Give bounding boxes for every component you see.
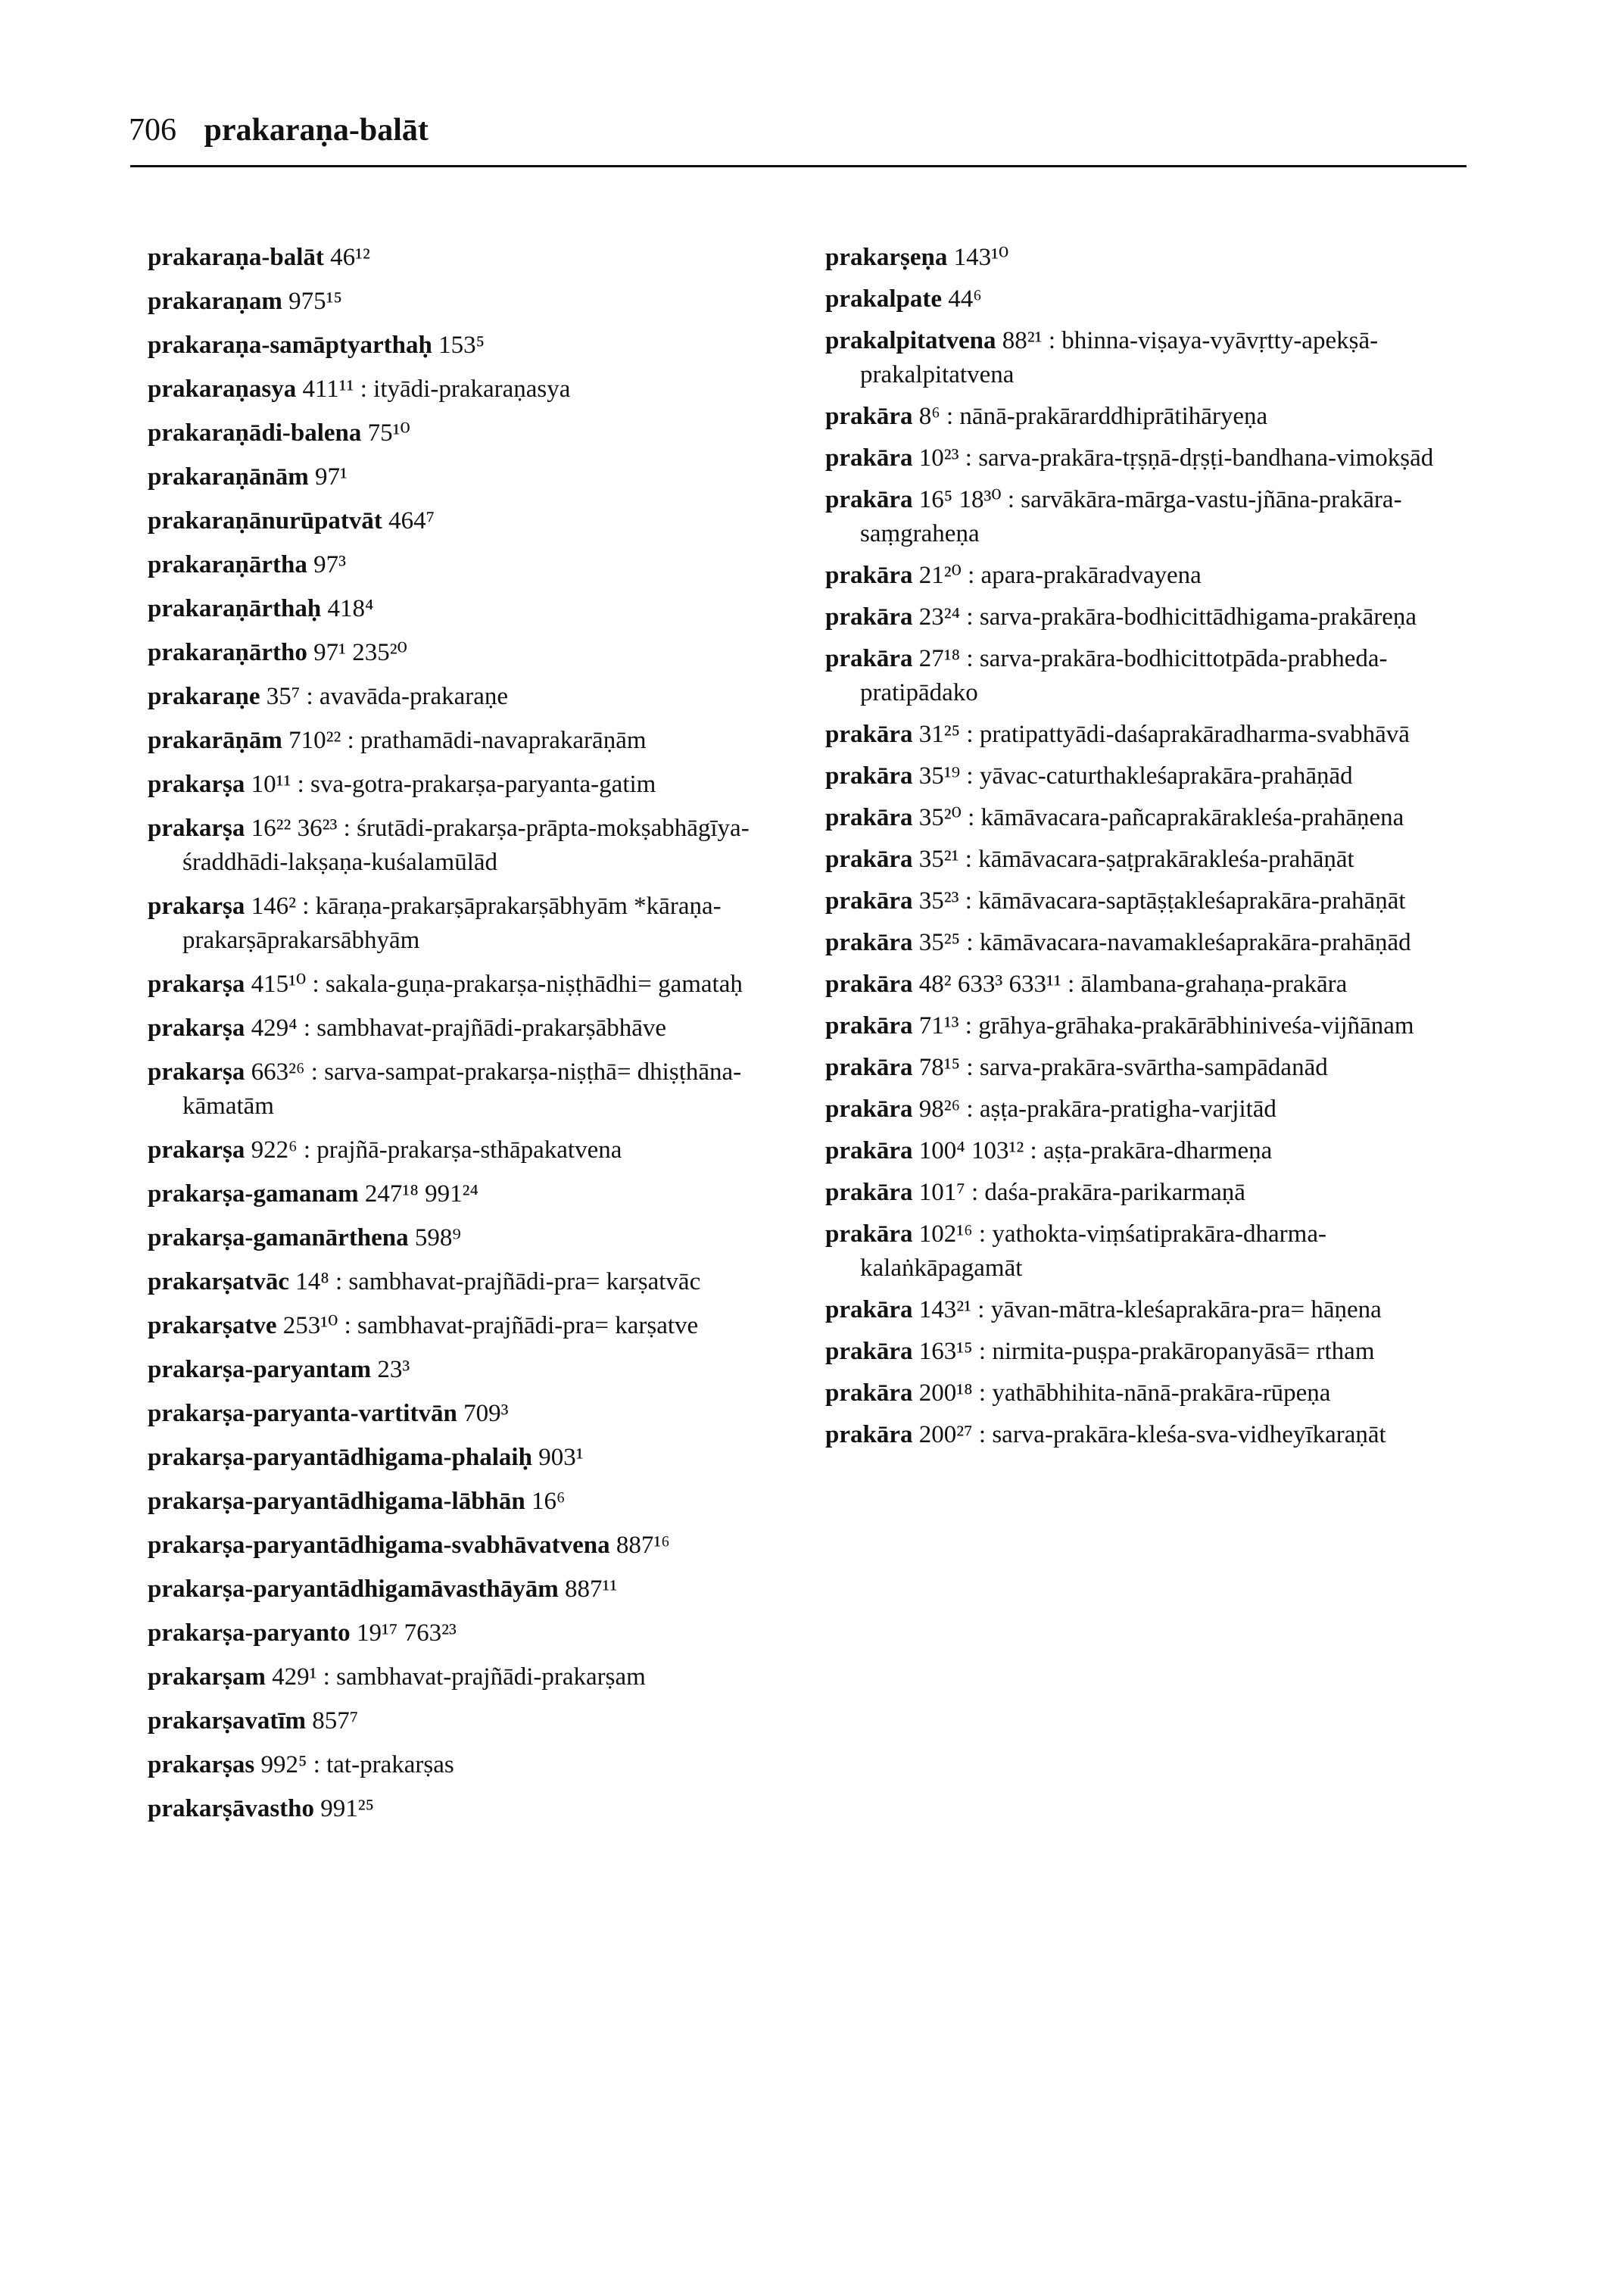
entry-gloss: : sva-gotra-prakarṣa-paryanta-gatim: [291, 771, 656, 798]
entry-headword: prakarṣa-gamanārthena: [148, 1224, 409, 1251]
entry-headword: prakaraṇārtha: [148, 551, 307, 578]
entry-gloss: : ityādi-prakaraṇasya: [354, 376, 571, 403]
index-entry: [825, 718, 1476, 752]
index-entry: [148, 1221, 799, 1255]
entry-headword: prakarāṇām: [148, 727, 282, 754]
entry-headword: prakarṣa-paryanta-vartitvān: [148, 1400, 457, 1427]
index-entry: [148, 592, 799, 626]
entry-refs: 75¹⁰: [367, 419, 410, 447]
entry-gloss: : prathamādi-navaprakarāṇām: [341, 727, 647, 754]
entry-refs: 253¹⁰: [282, 1312, 338, 1339]
entry-refs: 19¹⁷ 763²³: [356, 1619, 457, 1647]
entry-headword: prakāra: [825, 1179, 913, 1206]
index-entry: [825, 324, 1476, 392]
index-entry: [148, 1792, 799, 1826]
entry-refs: 200²⁷: [918, 1421, 973, 1448]
entry-gloss: : daśa-prakāra-parikarmaṇā: [965, 1179, 1245, 1206]
right-column: [825, 241, 1476, 1460]
index-entry: [148, 1133, 799, 1167]
entry-gloss: : yāvac-caturthakleśaprakāra-prahāṇād: [960, 762, 1353, 790]
index-entry: [148, 1011, 799, 1046]
index-entry: [148, 636, 799, 670]
index-entry: [825, 884, 1476, 918]
entry-headword: prakaraṇa-samāptyarthaḥ: [148, 332, 432, 359]
entry-headword: prakaraṇānurūpatvāt: [148, 507, 382, 535]
index-entry: [148, 1397, 799, 1431]
entry-refs: 31²⁵: [918, 721, 961, 748]
entry-headword: prakarṣa-paryantādhigama-svabhāvatvena: [148, 1532, 610, 1559]
index-entry: [825, 559, 1476, 593]
index-entry: [148, 1748, 799, 1782]
entry-refs: 10²³: [918, 444, 959, 472]
index-entry: [148, 680, 799, 714]
index-entry: [148, 890, 799, 958]
entry-refs: 153⁵: [438, 332, 485, 359]
entry-refs: 35²⁵: [918, 929, 961, 956]
entry-gloss: : grāhya-grāhaka-prakārābhiniveśa-vijñānam: [959, 1012, 1414, 1039]
entry-refs: 101⁷: [918, 1179, 965, 1206]
entry-refs: 48² 633³ 633¹¹: [918, 971, 1061, 998]
entry-refs: 247¹⁸ 991²⁴: [364, 1180, 478, 1208]
entry-headword: prakarṣavatīm: [148, 1707, 306, 1735]
entry-headword: prakāra: [825, 929, 913, 956]
entry-gloss: : kāmāvacara-ṣaṭprakārakleśa-prahāṇāt: [959, 846, 1354, 873]
entry-headword: prakarṣa-paryantam: [148, 1356, 372, 1383]
index-entry: [825, 483, 1476, 551]
entry-refs: 887¹⁶: [616, 1532, 670, 1559]
entry-headword: prakarṣas: [148, 1751, 255, 1778]
entry-headword: prakarṣa-paryantādhigama-phalaiḥ: [148, 1444, 532, 1471]
entry-refs: 903¹: [538, 1444, 584, 1471]
entry-refs: 27¹⁸: [918, 645, 961, 672]
index-entry: [148, 548, 799, 582]
entry-headword: prakāra: [825, 804, 913, 831]
entry-headword: prakarṣa: [148, 1015, 245, 1042]
index-entry: [148, 1485, 799, 1519]
entry-headword: prakāra: [825, 1012, 913, 1039]
entry-gloss: : kāmāvacara-saptāṣṭakleśaprakāra-prahāṇāt: [959, 887, 1406, 915]
entry-refs: 21²⁰: [918, 562, 962, 589]
index-entry: [148, 1704, 799, 1738]
entry-headword: prakarṣa: [148, 815, 245, 842]
index-entry: [825, 1009, 1476, 1043]
entry-headword: prakaraṇe: [148, 683, 260, 710]
index-entry: [148, 1309, 799, 1343]
entry-gloss: : sambhavat-prajñādi-prakarṣam: [316, 1663, 646, 1691]
index-entry: [148, 768, 799, 802]
entry-refs: 14⁸: [295, 1268, 329, 1295]
entry-headword: prakarṣāvastho: [148, 1795, 315, 1822]
index-entry: [148, 285, 799, 319]
entry-gloss: : sambhavat-prajñādi-pra= karṣatve: [338, 1312, 699, 1339]
entry-gloss: : kāmāvacara-pañcaprakārakleśa-prahāṇena: [961, 804, 1404, 831]
index-entry: [148, 1177, 799, 1211]
entry-headword: prakāra: [825, 645, 913, 672]
entry-headword: prakāra: [825, 562, 913, 589]
entry-headword: prakarṣa-gamanam: [148, 1180, 359, 1208]
entry-refs: 143²¹: [918, 1296, 972, 1323]
entry-gloss: : nirmita-puṣpa-prakāropanyāsā= rtham: [972, 1338, 1375, 1365]
entry-refs: 598⁹: [414, 1224, 461, 1251]
index-entry: [148, 968, 799, 1002]
entry-refs: 16²² 36²³: [251, 815, 338, 842]
entry-refs: 102¹⁶: [918, 1220, 973, 1248]
index-entry: [825, 441, 1476, 475]
index-entry: [148, 1265, 799, 1299]
index-entry: [825, 1092, 1476, 1127]
entry-headword: prakaraṇārthaḥ: [148, 595, 322, 622]
entry-refs: 97¹ 235²⁰: [313, 639, 407, 666]
running-header: [129, 112, 1469, 148]
entry-gloss: : nānā-prakārarddhiprātihāryeṇa: [940, 403, 1268, 430]
entry-gloss: : aṣṭa-prakāra-dharmeṇa: [1024, 1137, 1273, 1164]
entry-refs: 887¹¹: [564, 1576, 618, 1603]
index-entry: [825, 1418, 1476, 1452]
entry-gloss: : śrutādi-prakarṣa-prāpta-mokṣabhāgīya-śraddhādi-lakṣaṇa-kuśalamūlād: [182, 815, 750, 876]
entry-gloss: : bhinna-viṣaya-vyāvṛtty-apekṣā-prakalpitatvena: [860, 327, 1379, 388]
entry-gloss: : pratipattyādi-daśaprakāradharma-svabhāvā: [960, 721, 1410, 748]
index-entry: [148, 1572, 799, 1607]
entry-headword: prakāra: [825, 1220, 913, 1248]
entry-headword: prakāra: [825, 1096, 913, 1123]
entry-headword: prakarṣa: [148, 1058, 245, 1086]
entry-gloss: : tat-prakarṣas: [307, 1751, 454, 1778]
entry-refs: 100⁴ 103¹²: [918, 1137, 1024, 1164]
index-entry: [148, 329, 799, 363]
entry-gloss: : sarva-prakāra-bodhicittotpāda-prabheda-pratipādako: [860, 645, 1388, 706]
entry-refs: 78¹⁵: [918, 1054, 961, 1081]
entry-refs: 710²²: [288, 727, 341, 754]
entry-headword: prakarṣa: [148, 771, 245, 798]
entry-headword: prakaraṇānām: [148, 463, 309, 491]
index-entry: [148, 460, 799, 494]
entry-headword: prakāra: [825, 603, 913, 631]
entry-headword: prakāra: [825, 1137, 913, 1164]
entry-refs: 857⁷: [312, 1707, 359, 1735]
entry-refs: 10¹¹: [251, 771, 291, 798]
entry-refs: 35²³: [918, 887, 959, 915]
entry-refs: 143¹⁰: [953, 244, 1009, 271]
entry-gloss: : kāmāvacara-navamakleśaprakāra-prahāṇād: [960, 929, 1411, 956]
entry-refs: 146²: [251, 893, 296, 920]
entry-headword: prakarṣam: [148, 1663, 266, 1691]
entry-gloss: : apara-prakāradvayena: [961, 562, 1202, 589]
index-entry: [825, 600, 1476, 634]
entry-refs: 97¹: [314, 463, 348, 491]
entry-headword: prakāra: [825, 971, 913, 998]
entry-headword: prakāra: [825, 1338, 913, 1365]
entry-gloss: : prajñā-prakarṣa-sthāpakatvena: [297, 1136, 622, 1164]
entry-gloss: : sarva-prakāra-tṛṣṇā-dṛṣṭi-bandhana-vimokṣād: [959, 444, 1434, 472]
entry-refs: 464⁷: [388, 507, 435, 535]
entry-headword: prakarṣatvāc: [148, 1268, 289, 1295]
entry-headword: prakarṣa-paryantādhigama-lābhān: [148, 1488, 525, 1515]
entry-headword: prakarṣa-paryantādhigamāvasthāyām: [148, 1576, 559, 1603]
entry-headword: prakarṣeṇa: [825, 244, 948, 271]
index-entry: [825, 1293, 1476, 1327]
entry-headword: prakarṣa: [148, 893, 245, 920]
index-entry: [825, 1217, 1476, 1286]
entry-headword: prakarṣa: [148, 1136, 245, 1164]
index-entry: [825, 400, 1476, 434]
entry-refs: 415¹⁰: [251, 971, 307, 998]
index-entry: [148, 1529, 799, 1563]
left-column: [148, 241, 799, 1836]
index-entry: [825, 1176, 1476, 1210]
entry-refs: 922⁶: [251, 1136, 298, 1164]
entry-headword: prakalpate: [825, 285, 943, 313]
entry-headword: prakarṣa-paryanto: [148, 1619, 351, 1647]
entry-gloss: : sambhavat-prajñādi-pra= karṣatvāc: [329, 1268, 701, 1295]
entry-refs: 991²⁵: [320, 1795, 375, 1822]
index-entry: [148, 1353, 799, 1387]
entry-refs: 663²⁶: [251, 1058, 305, 1086]
entry-refs: 429⁴: [251, 1015, 298, 1042]
entry-gloss: : kāraṇa-prakarṣāprakarṣābhyām *kāraṇa-prakarṣāprakarsābhyām: [182, 893, 722, 954]
entry-headword: prakaraṇasya: [148, 376, 297, 403]
entry-refs: 418⁴: [327, 595, 374, 622]
entry-refs: 23³: [377, 1356, 410, 1383]
entry-gloss: : sarvākāra-mārga-vastu-jñāna-prakāra-saṃgraheṇa: [860, 486, 1402, 547]
entry-gloss: : sarva-prakāra-svārtha-sampādanād: [960, 1054, 1328, 1081]
entry-gloss: : sarva-prakāra-bodhicittādhigama-prakāreṇa: [960, 603, 1417, 631]
entry-headword: prakāra: [825, 762, 913, 790]
entry-gloss: : yathokta-viṃśatiprakāra-dharma-kalaṅkāpagamāt: [860, 1220, 1326, 1282]
entry-gloss: : avavāda-prakaraṇe: [300, 683, 509, 710]
index-entry: [148, 1660, 799, 1694]
entry-headword: prakāra: [825, 887, 913, 915]
entry-refs: 35²¹: [918, 846, 959, 873]
entry-headword: prakāra: [825, 721, 913, 748]
entry-refs: 23²⁴: [918, 603, 961, 631]
entry-headword: prakāra: [825, 1379, 913, 1407]
index-entry: [825, 1134, 1476, 1168]
entry-headword: prakāra: [825, 1296, 913, 1323]
index-entry: [825, 1051, 1476, 1085]
index-entry: [148, 812, 799, 880]
entry-refs: 709³: [463, 1400, 509, 1427]
entry-refs: 35⁷: [266, 683, 301, 710]
index-entry: [148, 504, 799, 538]
index-entry: [825, 759, 1476, 793]
index-entry: [148, 724, 799, 758]
entry-refs: 200¹⁸: [918, 1379, 973, 1407]
entry-headword: prakāra: [825, 1421, 913, 1448]
entry-gloss: : sambhavat-prajñādi-prakarṣābhāve: [297, 1015, 667, 1042]
entry-refs: 46¹²: [330, 244, 370, 271]
running-head: prakaraṇa-balāt: [204, 113, 429, 148]
entry-refs: 88²¹: [1002, 327, 1043, 354]
index-entry: [148, 1616, 799, 1650]
entry-gloss: : sarva-prakāra-kleśa-sva-vidheyīkaraṇāt: [972, 1421, 1386, 1448]
entry-refs: 163¹⁵: [918, 1338, 973, 1365]
entry-refs: 71¹³: [918, 1012, 959, 1039]
entry-headword: prakarṣatve: [148, 1312, 277, 1339]
entry-headword: prakāra: [825, 403, 913, 430]
entry-gloss: : aṣṭa-prakāra-pratigha-varjitād: [960, 1096, 1276, 1123]
entry-refs: 16⁵ 18³⁰: [918, 486, 1002, 513]
index-entry: [825, 843, 1476, 877]
entry-refs: 16⁶: [531, 1488, 566, 1515]
index-entry: [825, 642, 1476, 710]
entry-headword: prakaraṇādi-balena: [148, 419, 362, 447]
index-entry: [825, 968, 1476, 1002]
entry-headword: prakāra: [825, 486, 913, 513]
entry-headword: prakaraṇārtho: [148, 639, 307, 666]
entry-refs: 98²⁶: [918, 1096, 961, 1123]
entry-refs: 44⁶: [948, 285, 982, 313]
entry-gloss: : sakala-guṇa-prakarṣa-niṣṭhādhi= gamataḥ: [306, 971, 743, 998]
entry-refs: 411¹¹: [302, 376, 354, 403]
index-entry: [825, 241, 1476, 275]
entry-gloss: : yāvan-mātra-kleśaprakāra-pra= hāṇena: [971, 1296, 1382, 1323]
index-entry: [825, 1335, 1476, 1369]
index-entry: [148, 372, 799, 407]
entry-gloss: : sarva-sampat-prakarṣa-niṣṭhā= dhiṣṭhāna-kāmatām: [182, 1058, 742, 1120]
index-entry: [148, 1055, 799, 1124]
entry-headword: prakaraṇa-balāt: [148, 244, 324, 271]
entry-headword: prakāra: [825, 1054, 913, 1081]
entry-refs: 97³: [313, 551, 346, 578]
entry-refs: 8⁶: [918, 403, 940, 430]
entry-headword: prakāra: [825, 846, 913, 873]
entry-headword: prakaraṇam: [148, 288, 282, 315]
entry-headword: prakarṣa: [148, 971, 245, 998]
entry-headword: prakalpitatvena: [825, 327, 996, 354]
page-number: 706: [129, 113, 176, 148]
index-entry: [825, 1376, 1476, 1410]
index-entry: [148, 416, 799, 450]
index-entry: [148, 1441, 799, 1475]
entry-refs: 35¹⁹: [918, 762, 961, 790]
index-entry: [825, 801, 1476, 835]
index-entry: [825, 282, 1476, 316]
entry-headword: prakāra: [825, 444, 913, 472]
entry-refs: 429¹: [272, 1663, 317, 1691]
entry-gloss: : yathābhihita-nānā-prakāra-rūpeṇa: [972, 1379, 1331, 1407]
index-entry: [825, 926, 1476, 960]
entry-refs: 992⁵: [260, 1751, 307, 1778]
entry-gloss: : ālambana-grahaṇa-prakāra: [1061, 971, 1348, 998]
entry-refs: 35²⁰: [918, 804, 962, 831]
index-entry: [148, 241, 799, 275]
header-rule: [130, 165, 1467, 167]
entry-refs: 975¹⁵: [288, 288, 342, 315]
